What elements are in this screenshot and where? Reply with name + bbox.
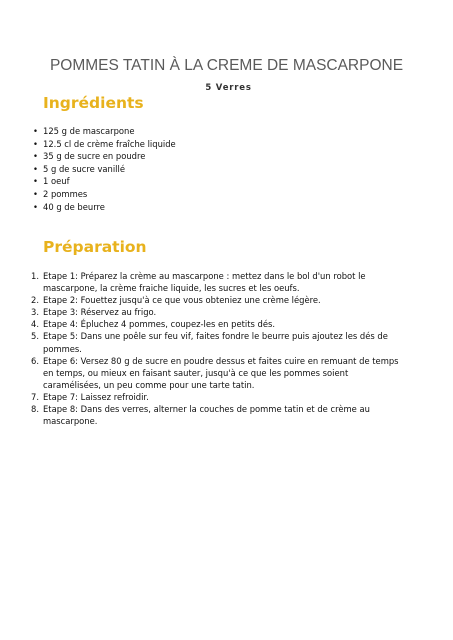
- ingredients-heading: Ingrédients: [43, 94, 144, 112]
- preparation-step: [31, 330, 403, 354]
- step-text: Etape 4: Épluchez 4 pommes, coupez-les en petits dés.: [43, 319, 276, 330]
- step-text: Etape 1: Préparez la crème au mascarpone : mettez dans le bol d'un robot le mascarpone, la crème fraiche liquide, les sucres et les oeufs.: [43, 271, 366, 294]
- step-number: 1.: [31, 271, 39, 281]
- preparation-step: [31, 306, 403, 318]
- preparation-step: [31, 355, 403, 391]
- step-text: Etape 2: Fouettez jusqu'à ce que vous obteniez une crème légère.: [43, 295, 321, 306]
- ingredient-item: • 2 pommes: [43, 188, 423, 201]
- recipe-title: POMMES TATIN À LA CREME DE MASCARPONE: [49, 57, 404, 74]
- step-number: 4.: [31, 319, 39, 330]
- preparation-step: [31, 270, 403, 294]
- preparation-step: [31, 294, 403, 306]
- servings-label: 5 Verres: [205, 83, 252, 93]
- step-number: 7.: [31, 391, 39, 402]
- ingredient-item: • 1 oeuf: [43, 175, 423, 188]
- step-text: Etape 7: Laissez refroidir.: [43, 391, 149, 402]
- ingredient-item: • 40 g de beurre: [43, 201, 423, 214]
- step-number: 6.: [31, 355, 39, 366]
- ingredients-list: [43, 125, 423, 213]
- step-text: Etape 3: Réservez au frigo.: [43, 307, 157, 318]
- preparation-step: [31, 403, 403, 427]
- preparation-step: [31, 391, 403, 403]
- preparation-heading: Préparation: [43, 238, 147, 256]
- ingredient-item: • 35 g de sucre en poudre: [43, 150, 423, 163]
- preparation-steps-list: [31, 270, 403, 427]
- preparation-step: [31, 318, 403, 330]
- ingredient-item: • 5 g de sucre vanillé: [43, 163, 423, 176]
- step-text: Etape 8: Dans des verres, alterner la couches de pomme tatin et de crème au mascarpone.: [43, 404, 370, 427]
- ingredient-item: • 12.5 cl de crème fraîche liquide: [43, 138, 423, 151]
- step-number: 5.: [31, 331, 39, 342]
- ingredient-item: • 125 g de mascarpone: [43, 125, 423, 138]
- step-text: Etape 6: Versez 80 g de sucre en poudre dessus et faites cuire en remuant de temps en temps, ou mieux en faisant sauter, jusqu'à ce que les pommes soient caramélisées, un peu comme pour une tarte tatin.: [43, 355, 399, 390]
- step-text: Etape 5: Dans une poêle sur feu vif, faites fondre le beurre puis ajoutez les dés de pommes.: [43, 331, 388, 354]
- step-number: 8.: [31, 404, 39, 415]
- step-number: 3.: [31, 307, 39, 318]
- step-number: 2.: [31, 295, 39, 306]
